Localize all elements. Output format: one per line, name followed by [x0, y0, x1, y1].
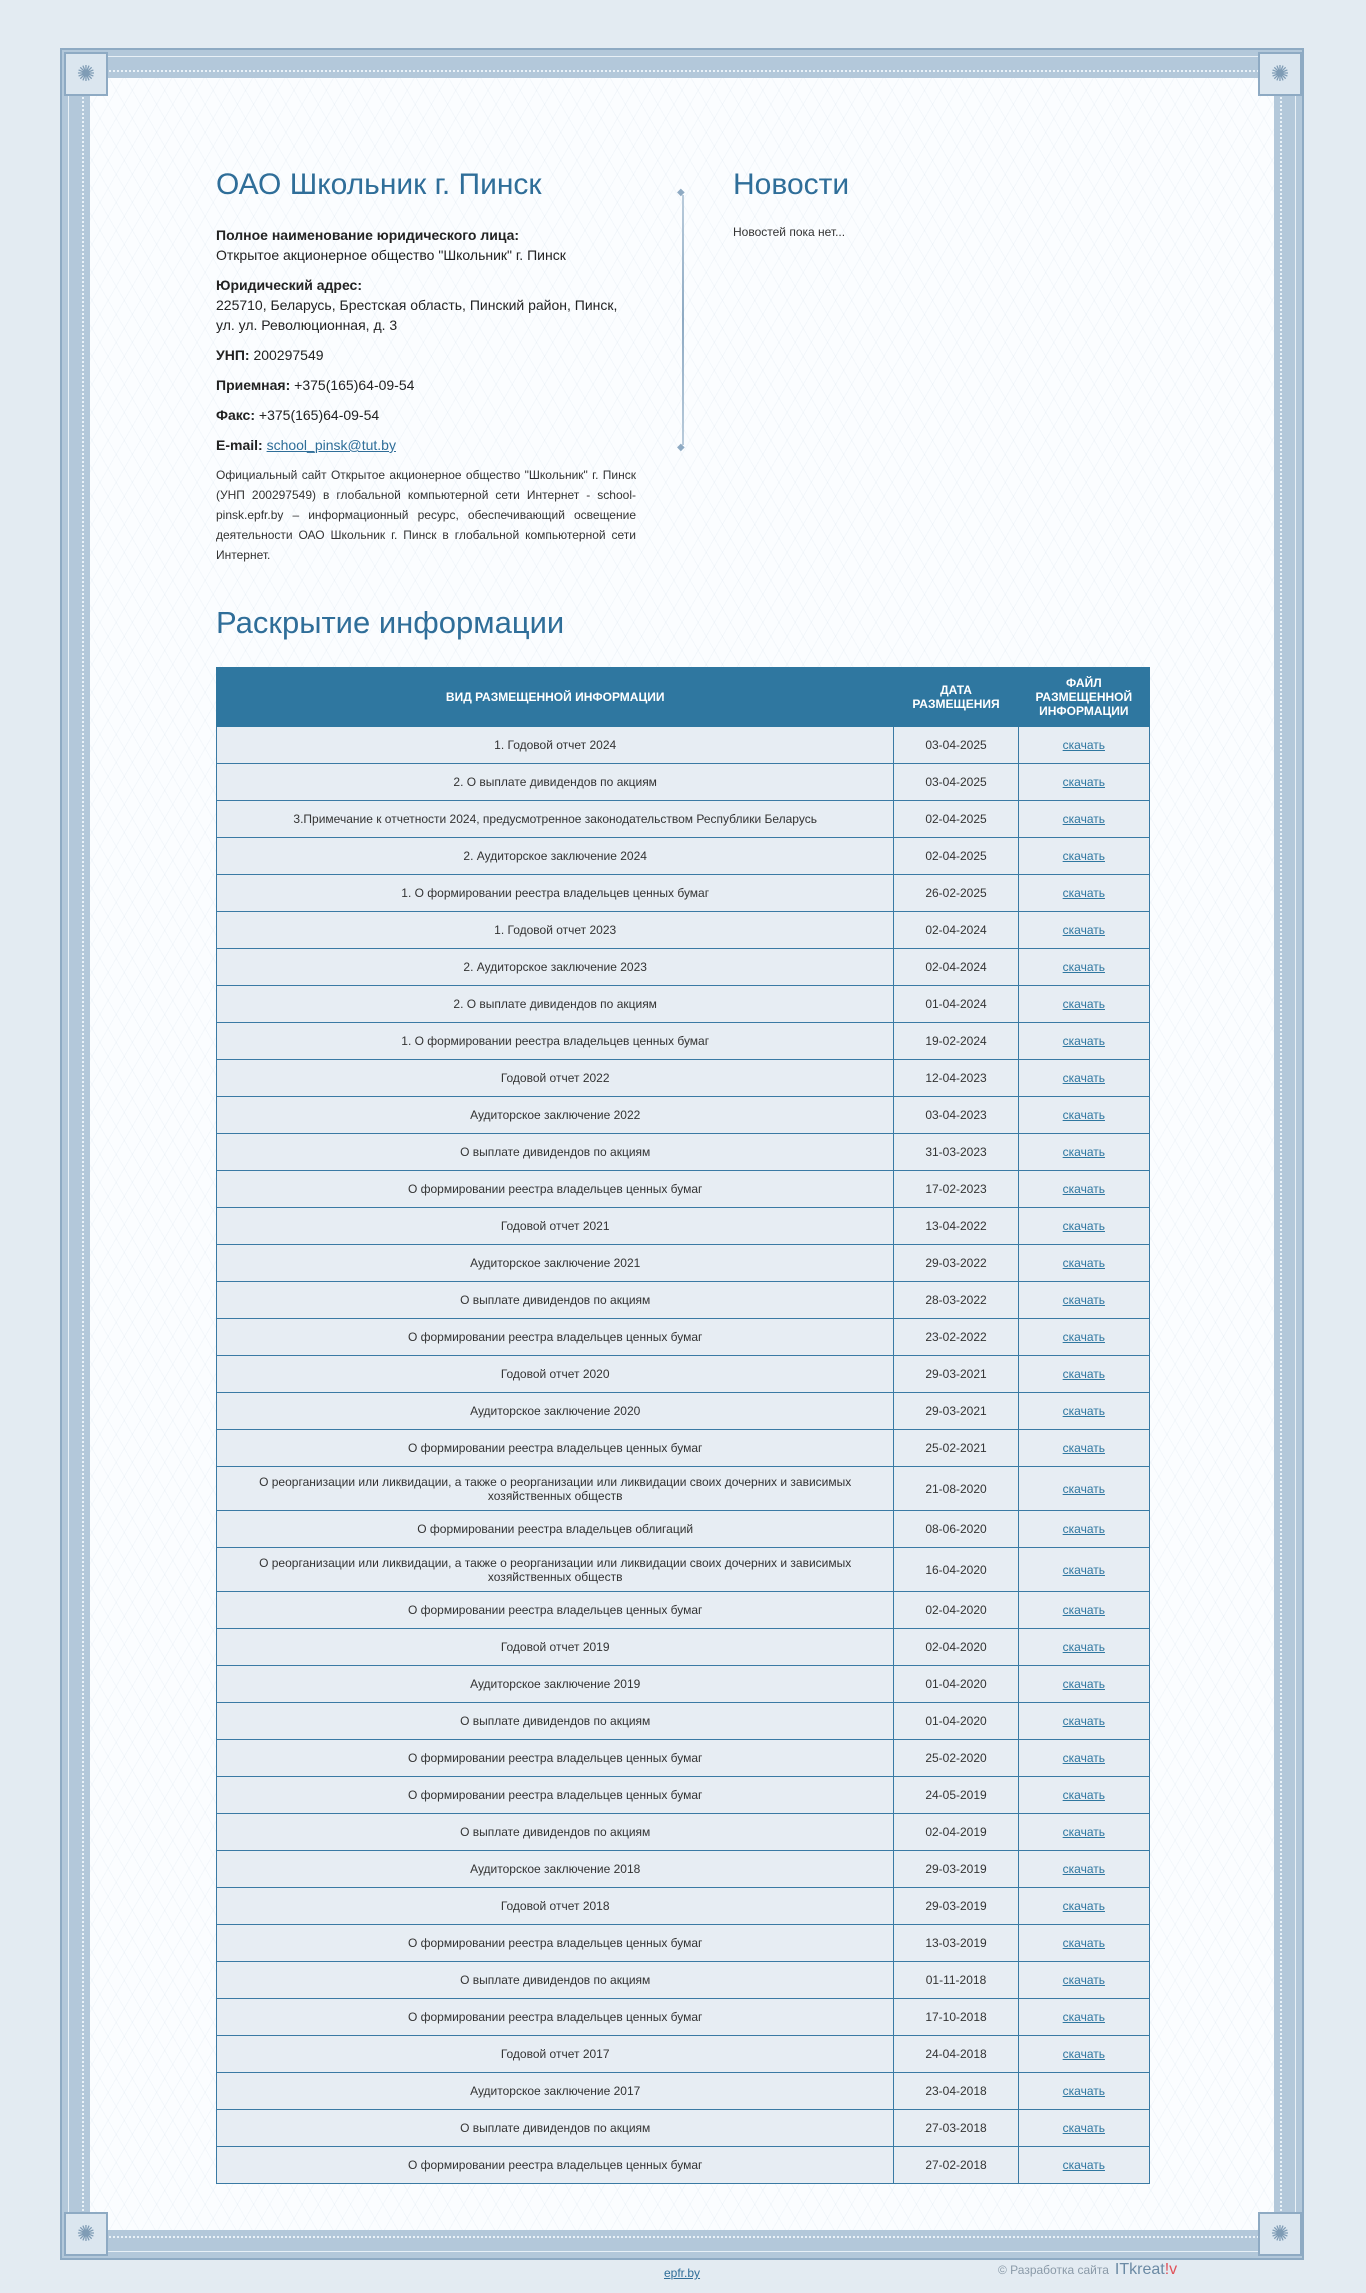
row-date-cell: 12-04-2023 — [894, 1060, 1018, 1097]
table-row — [217, 838, 1150, 875]
download-link[interactable]: скачать — [1062, 886, 1105, 900]
reception-label: Приемная: — [216, 377, 291, 393]
fax-label: Факс: — [216, 407, 256, 423]
row-date-cell: 31-03-2023 — [894, 1134, 1018, 1171]
download-link[interactable]: скачать — [1062, 2047, 1105, 2061]
row-file-cell — [1018, 1467, 1149, 1511]
row-type-cell: О выплате дивидендов по акциям — [217, 1134, 894, 1171]
row-type-cell: О реорганизации или ликвидации, а также о реорганизации или ликвидации своих дочерних и зависимых хозяйственных обществ — [217, 1467, 894, 1511]
row-type-cell: О формировании реестра владельцев ценных бумаг — [217, 2147, 894, 2184]
table-row — [217, 1245, 1150, 1282]
table-row — [217, 2073, 1150, 2110]
download-link[interactable]: скачать — [1062, 1936, 1105, 1950]
download-link[interactable]: скачать — [1062, 1404, 1105, 1418]
company-info — [216, 165, 636, 565]
table-row — [217, 1629, 1150, 1666]
download-link[interactable]: скачать — [1062, 1522, 1105, 1536]
download-link[interactable]: скачать — [1062, 1825, 1105, 1839]
row-type-cell: О формировании реестра владельцев облигаций — [217, 1511, 894, 1548]
download-link[interactable]: скачать — [1062, 1562, 1105, 1577]
row-date-cell: 27-03-2018 — [894, 2110, 1018, 2147]
table-row — [217, 1703, 1150, 1740]
download-link[interactable]: скачать — [1062, 1367, 1105, 1381]
row-date-cell: 28-03-2022 — [894, 1282, 1018, 1319]
row-file-cell — [1018, 1134, 1149, 1171]
row-type-cell: Аудиторское заключение 2017 — [217, 2073, 894, 2110]
table-row — [217, 1467, 1150, 1511]
news-title: Новости — [733, 168, 850, 201]
row-date-cell: 27-02-2018 — [894, 2147, 1018, 2184]
row-file-cell — [1018, 1548, 1149, 1592]
table-row — [217, 1925, 1150, 1962]
download-link[interactable]: скачать — [1062, 1481, 1105, 1496]
row-file-cell — [1018, 838, 1149, 875]
row-file-cell — [1018, 2073, 1149, 2110]
row-date-cell: 02-04-2020 — [894, 1592, 1018, 1629]
row-file-cell — [1018, 2036, 1149, 2073]
row-file-cell — [1018, 1592, 1149, 1629]
row-date-cell: 02-04-2020 — [894, 1629, 1018, 1666]
disclosure-table-body — [217, 727, 1150, 2184]
row-file-cell — [1018, 1666, 1149, 1703]
row-type-cell: О выплате дивидендов по акциям — [217, 2110, 894, 2147]
row-file-cell — [1018, 1703, 1149, 1740]
row-type-cell: О выплате дивидендов по акциям — [217, 1282, 894, 1319]
row-date-cell: 23-04-2018 — [894, 2073, 1018, 2110]
download-link[interactable]: скачать — [1062, 1862, 1105, 1876]
row-file-cell — [1018, 1208, 1149, 1245]
row-file-cell — [1018, 1999, 1149, 2036]
download-link[interactable]: скачать — [1062, 923, 1105, 937]
table-row — [217, 764, 1150, 801]
table-row — [217, 1777, 1150, 1814]
row-file-cell — [1018, 2147, 1149, 2184]
row-file-cell — [1018, 1319, 1149, 1356]
row-file-cell — [1018, 1851, 1149, 1888]
row-type-cell: 2. О выплате дивидендов по акциям — [217, 986, 894, 1023]
table-row — [217, 949, 1150, 986]
row-date-cell: 21-08-2020 — [894, 1467, 1018, 1511]
row-type-cell: О выплате дивидендов по акциям — [217, 1703, 894, 1740]
download-link[interactable]: скачать — [1062, 1751, 1105, 1765]
row-date-cell: 26-02-2025 — [894, 875, 1018, 912]
row-type-cell: О формировании реестра владельцев ценных бумаг — [217, 1592, 894, 1629]
row-date-cell: 25-02-2020 — [894, 1740, 1018, 1777]
row-type-cell: Годовой отчет 2018 — [217, 1888, 894, 1925]
download-link[interactable]: скачать — [1062, 1071, 1105, 1085]
news-section — [733, 165, 1113, 239]
row-date-cell: 02-04-2025 — [894, 838, 1018, 875]
row-type-cell: Аудиторское заключение 2018 — [217, 1851, 894, 1888]
disclosure-title: Раскрытие информации — [216, 605, 565, 640]
row-file-cell — [1018, 875, 1149, 912]
row-type-cell: О формировании реестра владельцев ценных бумаг — [217, 1777, 894, 1814]
table-row — [217, 1666, 1150, 1703]
table-row — [217, 801, 1150, 838]
row-file-cell — [1018, 801, 1149, 838]
footer-epfr-link[interactable]: epfr.by — [664, 2266, 701, 2280]
row-type-cell: О выплате дивидендов по акциям — [217, 1814, 894, 1851]
row-date-cell: 29-03-2021 — [894, 1393, 1018, 1430]
row-date-cell: 24-04-2018 — [894, 2036, 1018, 2073]
column-divider — [682, 195, 684, 445]
row-date-cell: 02-04-2019 — [894, 1814, 1018, 1851]
header-date: ДАТА РАЗМЕЩЕНИЯ — [894, 668, 1018, 727]
row-file-cell — [1018, 949, 1149, 986]
corner-ornament-icon: ✺ — [1258, 52, 1302, 96]
table-row — [217, 1171, 1150, 1208]
download-link[interactable]: скачать — [1062, 1788, 1105, 1802]
row-date-cell: 01-04-2020 — [894, 1666, 1018, 1703]
download-link[interactable]: скачать — [1062, 1219, 1105, 1233]
table-row — [217, 1888, 1150, 1925]
row-date-cell: 08-06-2020 — [894, 1511, 1018, 1548]
row-file-cell — [1018, 1814, 1149, 1851]
row-file-cell — [1018, 986, 1149, 1023]
row-type-cell: 1. Годовой отчет 2024 — [217, 727, 894, 764]
download-link[interactable]: скачать — [1062, 812, 1105, 826]
row-date-cell: 13-04-2022 — [894, 1208, 1018, 1245]
row-type-cell: 1. Годовой отчет 2023 — [217, 912, 894, 949]
row-date-cell: 02-04-2024 — [894, 949, 1018, 986]
news-empty-message: Новостей пока нет... — [733, 225, 846, 239]
full-name-value: Открытое акционерное общество "Школьник" г. Пинск — [216, 247, 566, 263]
row-date-cell: 17-02-2023 — [894, 1171, 1018, 1208]
header-type: ВИД РАЗМЕЩЕННОЙ ИНФОРМАЦИИ — [217, 668, 894, 727]
fax-field — [216, 405, 636, 425]
full-name-label: Полное наименование юридического лица: — [216, 227, 520, 243]
row-type-cell: О формировании реестра владельцев ценных бумаг — [217, 1171, 894, 1208]
download-link[interactable]: скачать — [1062, 1330, 1105, 1344]
download-link[interactable]: скачать — [1062, 1973, 1105, 1987]
row-file-cell — [1018, 1097, 1149, 1134]
table-row — [217, 1511, 1150, 1548]
table-row — [217, 1282, 1150, 1319]
row-type-cell: 3.Примечание к отчетности 2024, предусмотренное законодательством Республики Беларусь — [217, 801, 894, 838]
row-file-cell — [1018, 1023, 1149, 1060]
download-link[interactable]: скачать — [1062, 1899, 1105, 1913]
table-row — [217, 1851, 1150, 1888]
table-row — [217, 1740, 1150, 1777]
header-file: ФАЙЛ РАЗМЕЩЕННОЙ ИНФОРМАЦИИ — [1018, 668, 1149, 727]
row-type-cell: Аудиторское заключение 2020 — [217, 1393, 894, 1430]
row-file-cell — [1018, 2110, 1149, 2147]
download-link[interactable]: скачать — [1062, 1034, 1105, 1048]
table-row — [217, 2110, 1150, 2147]
download-link[interactable]: скачать — [1062, 1714, 1105, 1728]
table-row — [217, 1319, 1150, 1356]
row-type-cell: Аудиторское заключение 2022 — [217, 1097, 894, 1134]
row-type-cell: Годовой отчет 2017 — [217, 2036, 894, 2073]
row-date-cell: 01-11-2018 — [894, 1962, 1018, 1999]
address-label: Юридический адрес: — [216, 277, 362, 293]
row-type-cell: О формировании реестра владельцев ценных бумаг — [217, 1319, 894, 1356]
download-link[interactable]: скачать — [1062, 2010, 1105, 2024]
row-type-cell: 2. Аудиторское заключение 2024 — [217, 838, 894, 875]
footer-credit — [998, 2261, 1177, 2279]
download-link[interactable]: скачать — [1062, 2121, 1105, 2135]
table-row — [217, 1097, 1150, 1134]
full-name-field — [216, 225, 636, 265]
row-type-cell: 2. О выплате дивидендов по акциям — [217, 764, 894, 801]
row-type-cell: Годовой отчет 2020 — [217, 1356, 894, 1393]
table-row — [217, 1814, 1150, 1851]
unp-value: 200297549 — [253, 347, 324, 363]
row-file-cell — [1018, 1740, 1149, 1777]
row-file-cell — [1018, 1925, 1149, 1962]
table-row — [217, 986, 1150, 1023]
row-date-cell: 03-04-2025 — [894, 727, 1018, 764]
table-row — [217, 1356, 1150, 1393]
table-row — [217, 1592, 1150, 1629]
fax-value: +375(165)64-09-54 — [258, 407, 380, 423]
row-file-cell — [1018, 1777, 1149, 1814]
table-row — [217, 1023, 1150, 1060]
address-field — [216, 275, 636, 335]
download-link[interactable]: скачать — [1062, 1603, 1105, 1617]
download-link[interactable]: скачать — [1062, 2084, 1105, 2098]
corner-ornament-icon: ✺ — [1258, 2212, 1302, 2256]
row-date-cell: 29-03-2019 — [894, 1888, 1018, 1925]
table-row — [217, 1430, 1150, 1467]
developer-logo-link[interactable] — [1115, 2261, 1177, 2279]
row-date-cell: 29-03-2022 — [894, 1245, 1018, 1282]
table-row — [217, 1548, 1150, 1592]
row-type-cell: Годовой отчет 2022 — [217, 1060, 894, 1097]
download-link[interactable]: скачать — [1062, 1293, 1105, 1307]
table-row — [217, 2147, 1150, 2184]
table-row — [217, 1060, 1150, 1097]
unp-field — [216, 345, 636, 365]
row-date-cell: 17-10-2018 — [894, 1999, 1018, 2036]
row-file-cell — [1018, 1888, 1149, 1925]
row-file-cell — [1018, 1171, 1149, 1208]
row-date-cell: 29-03-2019 — [894, 1851, 1018, 1888]
row-type-cell: О формировании реестра владельцев ценных бумаг — [217, 1430, 894, 1467]
row-file-cell — [1018, 1430, 1149, 1467]
row-type-cell: О формировании реестра владельцев ценных бумаг — [217, 1925, 894, 1962]
row-date-cell: 02-04-2024 — [894, 912, 1018, 949]
row-date-cell: 16-04-2020 — [894, 1548, 1018, 1592]
reception-value: +375(165)64-09-54 — [294, 377, 415, 393]
table-row — [217, 875, 1150, 912]
disclosure-table — [216, 667, 1150, 2184]
row-type-cell: О формировании реестра владельцев ценных бумаг — [217, 1999, 894, 2036]
table-row — [217, 1393, 1150, 1430]
table-row — [217, 1999, 1150, 2036]
row-file-cell — [1018, 1511, 1149, 1548]
credit-text: © Разработка сайта — [998, 2263, 1109, 2277]
row-file-cell — [1018, 764, 1149, 801]
download-link[interactable]: скачать — [1062, 960, 1105, 974]
row-type-cell: 2. Аудиторское заключение 2023 — [217, 949, 894, 986]
row-file-cell — [1018, 1282, 1149, 1319]
row-type-cell: О выплате дивидендов по акциям — [217, 1962, 894, 1999]
row-date-cell: 01-04-2020 — [894, 1703, 1018, 1740]
download-link[interactable]: скачать — [1062, 1145, 1105, 1159]
row-file-cell — [1018, 1060, 1149, 1097]
row-file-cell — [1018, 1356, 1149, 1393]
table-header-row — [217, 668, 1150, 727]
address-value: 225710, Беларусь, Брестская область, Пинский район, Пинск, ул. ул. Революционная, д. 3 — [216, 297, 618, 333]
brand-main: ITkreat — [1114, 2261, 1165, 2278]
row-date-cell: 03-04-2023 — [894, 1097, 1018, 1134]
corner-ornament-icon: ✺ — [64, 2212, 108, 2256]
download-link[interactable]: скачать — [1062, 1256, 1105, 1270]
brand-suffix: !v — [1164, 2261, 1178, 2278]
row-date-cell: 19-02-2024 — [894, 1023, 1018, 1060]
row-type-cell: 1. О формировании реестра владельцев ценных бумаг — [217, 1023, 894, 1060]
email-link[interactable]: school_pinsk@tut.by — [266, 437, 396, 453]
row-type-cell: 1. О формировании реестра владельцев ценных бумаг — [217, 875, 894, 912]
email-label: E-mail: — [216, 437, 263, 453]
row-file-cell — [1018, 1962, 1149, 1999]
company-title: ОАО Школьник г. Пинск — [216, 168, 542, 201]
download-link[interactable]: скачать — [1062, 1108, 1105, 1122]
table-row — [217, 727, 1150, 764]
row-date-cell: 23-02-2022 — [894, 1319, 1018, 1356]
row-type-cell: Аудиторское заключение 2021 — [217, 1245, 894, 1282]
table-row — [217, 1208, 1150, 1245]
site-description: Официальный сайт Открытое акционерное общество "Школьник" г. Пинск (УНП 200297549) в глобальной компьютерной сети Интернет - school-pinsk.epfr.by – информационный ресурс, обеспечивающий освещение деятельности ОАО Школьник г. Пинск в глобальной компьютерной сети Интернет. — [216, 468, 636, 562]
row-file-cell — [1018, 1629, 1149, 1666]
row-date-cell: 24-05-2019 — [894, 1777, 1018, 1814]
row-file-cell — [1018, 912, 1149, 949]
table-row — [217, 1962, 1150, 1999]
unp-label: УНП: — [216, 347, 250, 363]
row-file-cell — [1018, 1245, 1149, 1282]
download-link[interactable]: скачать — [1062, 1441, 1105, 1455]
row-date-cell: 01-04-2024 — [894, 986, 1018, 1023]
download-link[interactable]: скачать — [1062, 1182, 1105, 1196]
reception-field — [216, 375, 636, 395]
table-row — [217, 912, 1150, 949]
table-row — [217, 2036, 1150, 2073]
download-link[interactable]: скачать — [1062, 997, 1105, 1011]
download-link[interactable]: скачать — [1062, 849, 1105, 863]
row-date-cell: 25-02-2021 — [894, 1430, 1018, 1467]
corner-ornament-icon: ✺ — [64, 52, 108, 96]
row-date-cell: 13-03-2019 — [894, 1925, 1018, 1962]
row-file-cell — [1018, 1393, 1149, 1430]
download-link[interactable]: скачать — [1062, 775, 1105, 789]
download-link[interactable]: скачать — [1062, 738, 1105, 752]
row-date-cell: 03-04-2025 — [894, 764, 1018, 801]
row-type-cell: О реорганизации или ликвидации, а также о реорганизации или ликвидации своих дочерних и зависимых хозяйственных обществ — [217, 1548, 894, 1592]
email-field — [216, 435, 636, 455]
download-link[interactable]: скачать — [1062, 1640, 1105, 1654]
download-link[interactable]: скачать — [1062, 1677, 1105, 1691]
table-row — [217, 1134, 1150, 1171]
row-date-cell: 02-04-2025 — [894, 801, 1018, 838]
row-file-cell — [1018, 727, 1149, 764]
row-type-cell: О формировании реестра владельцев ценных бумаг — [217, 1740, 894, 1777]
download-link[interactable]: скачать — [1062, 2158, 1105, 2172]
row-date-cell: 29-03-2021 — [894, 1356, 1018, 1393]
row-type-cell: Годовой отчет 2021 — [217, 1208, 894, 1245]
row-type-cell: Аудиторское заключение 2019 — [217, 1666, 894, 1703]
row-type-cell: Годовой отчет 2019 — [217, 1629, 894, 1666]
